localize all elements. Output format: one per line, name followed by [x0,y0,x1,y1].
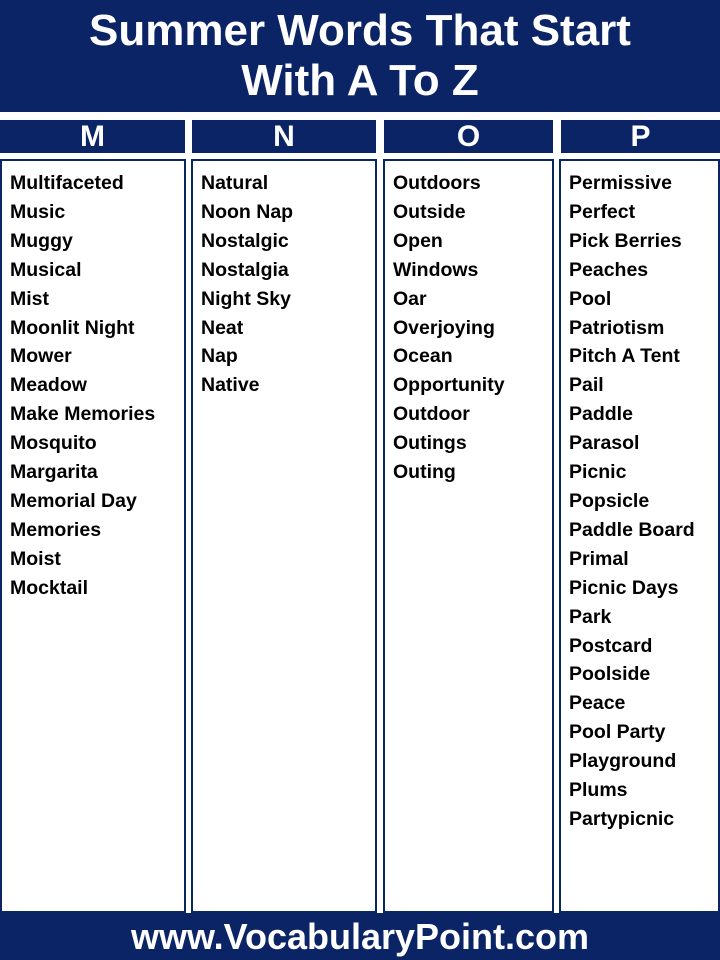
word-item: Natural [201,172,269,194]
word-item: Memories [10,518,102,541]
word-item: Primal [569,547,629,570]
word-item: Pick Berries [569,229,682,252]
word-item: Nostalgic [201,229,289,252]
word-item: Perfect [569,200,636,223]
word-item: Oar [393,287,427,310]
word-item: Noon Nap [201,200,294,223]
word-item: Picnic [569,461,627,484]
word-item: Open [393,229,443,252]
word-item: Margarita [10,461,98,484]
word-item: Musical [10,258,82,281]
column-p-list [559,159,720,913]
word-item: Outdoor [393,403,470,426]
word-item: Outing [393,461,456,484]
word-item: Parasol [569,432,640,455]
word-item: Moist [10,547,61,570]
title-line-2: With A To Z [241,56,479,105]
word-item: Meadow [10,374,87,397]
word-item: Moonlit Night [10,316,135,339]
word-item: Nap [201,345,238,368]
word-item: Pail [569,374,604,397]
word-item: Overjoying [393,316,495,339]
column-n-list [191,159,377,913]
word-item: Pool Party [569,721,666,744]
word-item: Postcard [569,634,653,657]
word-item: Native [201,374,260,397]
word-item: Muggy [10,229,73,252]
word-item: Poolside [569,663,651,686]
word-item: Make Memories [10,403,156,426]
word-item: Multifaceted [10,172,124,194]
word-item: Night Sky [201,287,291,310]
title-line-1: Summer Words That Start [89,6,631,55]
page-title [0,0,720,112]
word-item: Nostalgia [201,258,289,281]
column-header-p: P [561,120,720,153]
word-item: Outings [393,432,467,455]
word-item: Neat [201,316,244,339]
word-item: Peace [569,692,626,715]
word-item: Picnic Days [569,576,679,599]
word-item: Playground [569,750,677,773]
word-item: Mist [10,287,49,310]
word-item: Mower [10,345,72,368]
word-item: Mosquito [10,432,97,455]
footer-website: www.VocabularyPoint.com [0,913,720,960]
word-item: Permissive [569,172,672,194]
word-item: Paddle [569,403,633,426]
word-item: Opportunity [393,374,505,397]
word-item: Windows [393,258,479,281]
word-item: Outdoors [393,172,481,194]
word-item: Peaches [569,258,649,281]
word-item: Paddle Board [569,518,695,541]
word-item: Mocktail [10,576,89,599]
word-item: Plums [569,779,628,802]
word-item: Ocean [393,345,453,368]
word-item: Popsicle [569,489,650,512]
word-item: Patriotism [569,316,665,339]
word-item: Park [569,605,612,628]
word-item: Memorial Day [10,489,137,512]
word-item: Music [10,200,66,223]
column-header-o: O [384,120,553,153]
column-header-m: M [0,120,185,153]
column-m-list [0,159,186,913]
word-item: Outside [393,200,466,223]
word-item: Pool [569,287,612,310]
word-item: Partypicnic [569,807,675,830]
column-header-n: N [192,120,376,153]
word-item: Pitch A Tent [569,345,680,368]
column-o-list [383,159,554,913]
